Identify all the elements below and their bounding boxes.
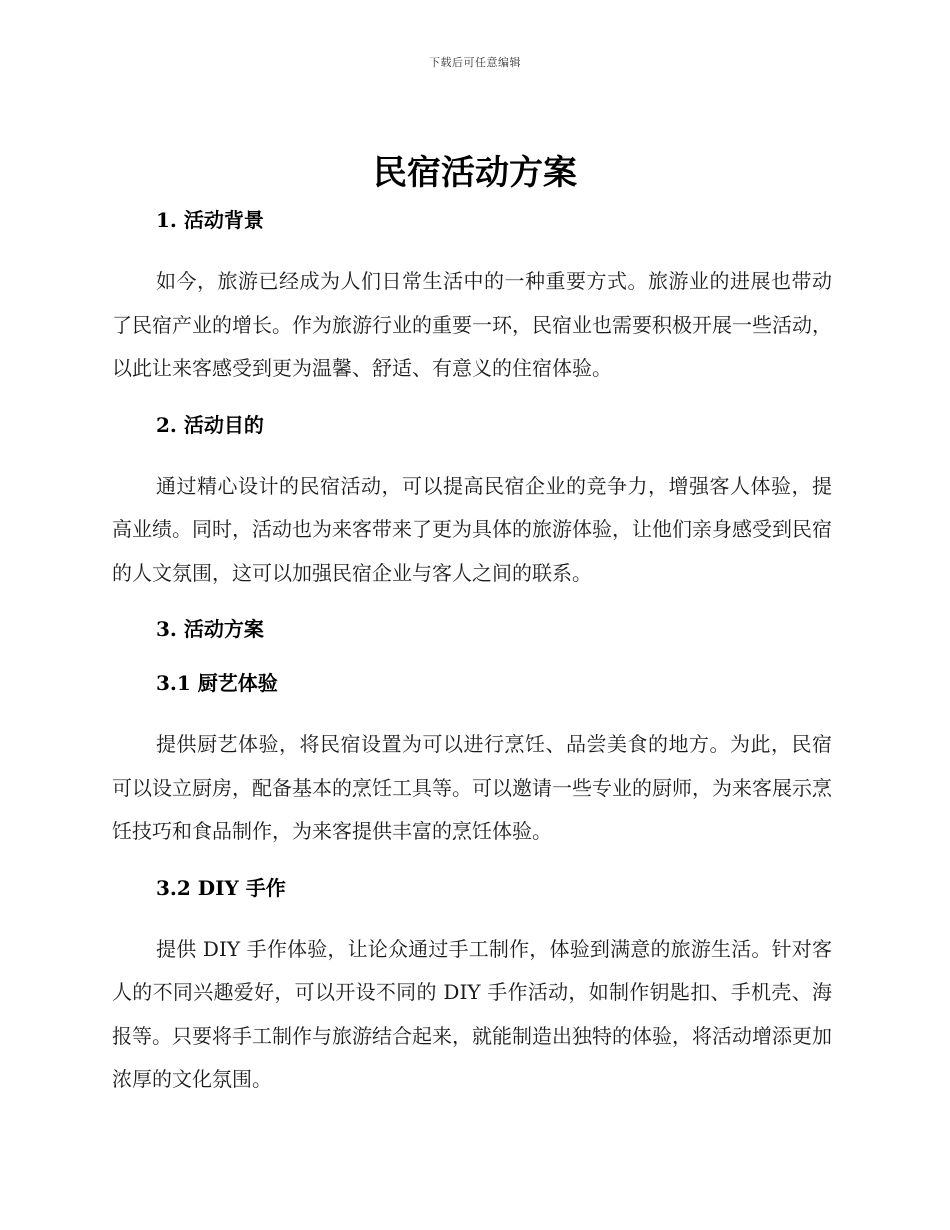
section-heading-background: 1. 活动背景	[156, 208, 264, 232]
section-heading-plan: 3. 活动方案	[156, 617, 264, 641]
page-header: 下载后可任意编辑	[429, 56, 521, 69]
subsection-heading-cooking: 3.1 厨艺体验	[156, 671, 278, 695]
section-heading-purpose: 2. 活动目的	[156, 412, 264, 437]
subsection-heading-diy: 3.2 DIY 手作	[156, 875, 286, 900]
document-body	[112, 206, 832, 1122]
subsection-paragraph-diy: 提供 DIY 手作体验，让论众通过手工制作，体验到满意的旅游生活。针对客人的不同兴趣爱好，可以开设不同的 DIY 手作活动，如制作钥匙扣、手机壳、海报等。只要将手工制作与旅游结合起来，就能制造出独特的体验，将活动增添更加浓厚的文化氛围。	[112, 936, 832, 1091]
section-paragraph-purpose: 通过精心设计的民宿活动，可以提高民宿企业的竞争力，增强客人体验，提高业绩。同时，活动也为来客带来了更为具体的旅游体验，让他们亲身感受到民宿的人文氛围，这可以加强民宿企业与客人之间的联系。	[112, 473, 832, 585]
document-title: 民宿活动方案	[373, 153, 577, 193]
subsection-paragraph-cooking: 提供厨艺体验，将民宿设置为可以进行烹饪、品尝美食的地方。为此，民宿可以设立厨房，配备基本的烹饪工具等。可以邀请一些专业的厨师，为来客展示烹饪技巧和食品制作，为来客提供丰富的烹饪体验。	[112, 732, 832, 843]
section-paragraph-background: 如今，旅游已经成为人们日常生活中的一种重要方式。旅游业的进展也带动了民宿产业的增长。作为旅游行业的重要一环，民宿业也需要积极开展一些活动，以此让来客感受到更为温馨、舒适、有意义的住宿体验。	[112, 269, 832, 380]
